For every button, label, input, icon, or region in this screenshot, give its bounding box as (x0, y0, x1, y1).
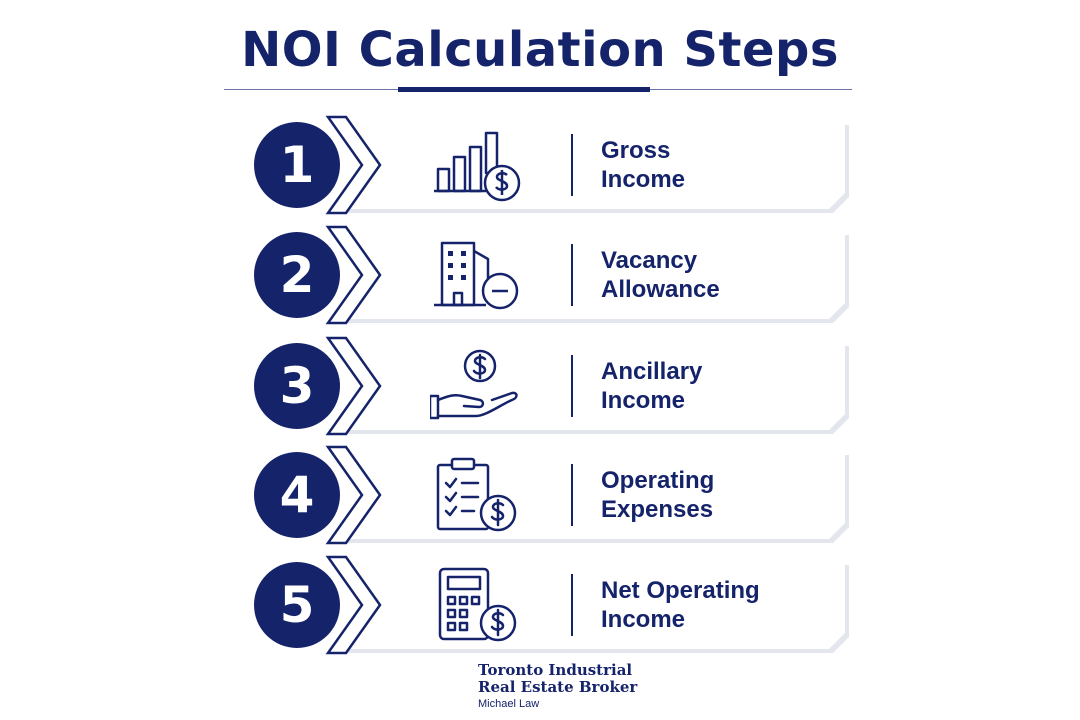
step-5 (0, 555, 1080, 655)
step-label-line1: Ancillary (601, 358, 703, 385)
calculator-dollar-icon (430, 567, 526, 643)
divider (571, 244, 573, 306)
step-label (601, 466, 831, 524)
bar-chart-dollar-icon (430, 127, 526, 203)
brand-footer (478, 662, 637, 711)
clipboard-dollar-icon (430, 457, 526, 533)
brand-line2: Real Estate Broker (478, 678, 638, 696)
step-label-line1: Operating (601, 467, 715, 494)
step-number: 2 (254, 232, 340, 318)
brand-line1: Toronto Industrial (478, 661, 633, 679)
step-label (601, 576, 831, 634)
step-3 (0, 336, 1080, 436)
step-2 (0, 225, 1080, 325)
title-accent-bar (398, 87, 650, 92)
step-label-line2: Income (601, 166, 686, 193)
step-4 (0, 445, 1080, 545)
step-label-line1: Net Operating (601, 577, 760, 604)
step-label (601, 246, 831, 304)
page-title: NOI Calculation Steps (241, 22, 839, 78)
step-label-line1: Gross (601, 137, 671, 164)
brand-author: Michael Law (478, 698, 540, 710)
divider (571, 134, 573, 196)
step-label-line2: Expenses (601, 496, 714, 523)
step-label-line2: Allowance (601, 276, 720, 303)
step-label-line2: Income (601, 606, 686, 633)
divider (571, 355, 573, 417)
step-1 (0, 115, 1080, 215)
step-label-line2: Income (601, 387, 686, 414)
step-number: 1 (254, 122, 340, 208)
step-number: 4 (254, 452, 340, 538)
step-label (601, 136, 831, 194)
divider (571, 464, 573, 526)
building-minus-icon (430, 237, 526, 313)
step-number: 3 (254, 343, 340, 429)
step-number: 5 (254, 562, 340, 648)
step-label (601, 357, 831, 415)
divider (571, 574, 573, 636)
hand-dollar-icon (430, 348, 526, 424)
step-label-line1: Vacancy (601, 247, 698, 274)
